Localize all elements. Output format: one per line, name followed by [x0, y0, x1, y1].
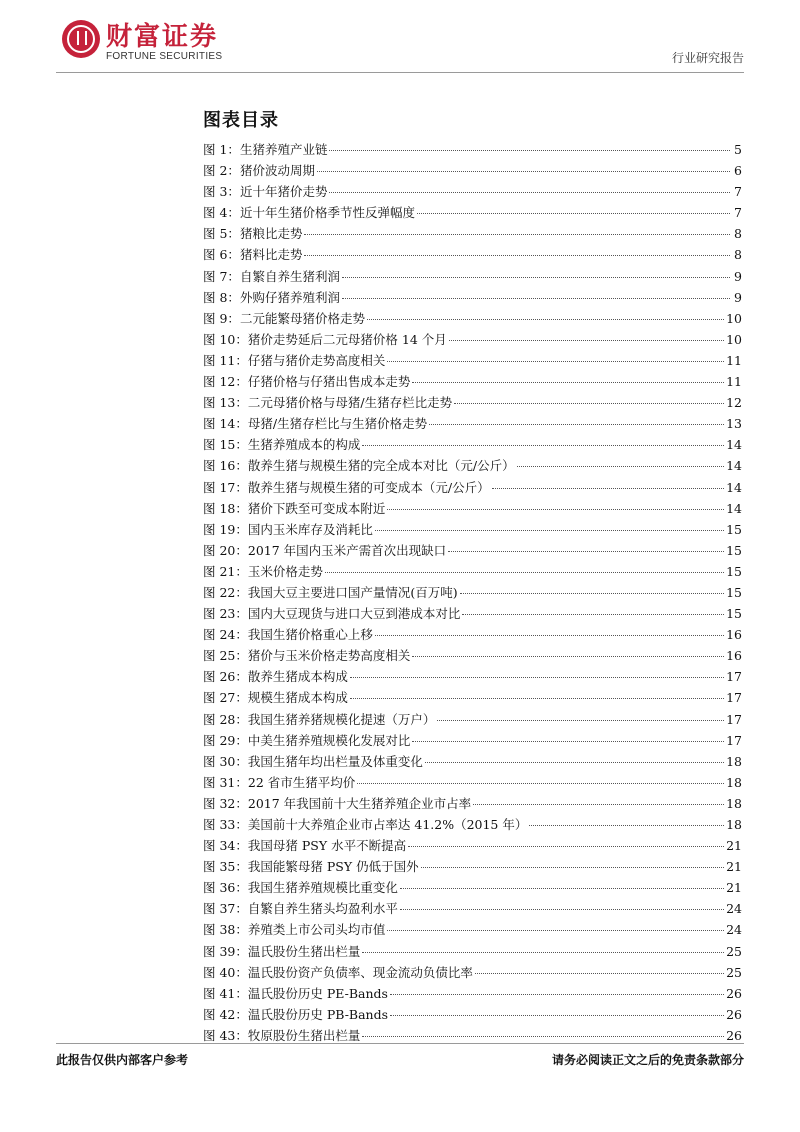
toc-dot-leader	[304, 234, 730, 235]
toc-dot-leader	[462, 614, 724, 615]
toc-entry[interactable]	[203, 709, 742, 730]
toc-entry-page[interactable]: 17	[726, 711, 742, 727]
toc-title: 图表目录	[203, 110, 279, 131]
toc-entry-title[interactable]: 猪价波动周期	[239, 163, 315, 179]
toc-entry-page[interactable]: 8	[734, 247, 742, 263]
toc-dot-leader	[529, 825, 724, 826]
toc-entry-title[interactable]: 牧原股份生猪出栏量	[247, 1027, 361, 1043]
toc-entry-page[interactable]: 10	[726, 310, 742, 326]
toc-entry[interactable]	[203, 434, 742, 455]
toc-entry[interactable]	[203, 730, 742, 751]
toc-entry[interactable]	[203, 962, 742, 983]
toc-entry-page[interactable]: 21	[726, 859, 742, 875]
toc-entry[interactable]	[203, 983, 742, 1004]
toc-entry-title[interactable]: 我国大豆主要进口国产量情况(百万吨)	[247, 584, 458, 600]
toc-entry-label: 图 42：	[203, 1006, 248, 1022]
toc-dot-leader	[429, 424, 724, 425]
toc-entry-title[interactable]: 规模生猪成本构成	[247, 690, 348, 706]
toc-dot-leader	[390, 994, 724, 995]
toc-entry-label: 图 32：	[203, 795, 248, 811]
toc-dot-leader	[449, 340, 724, 341]
toc-entry-page[interactable]: 17	[726, 669, 742, 685]
footer-disclaimer-right: 请务必阅读正文之后的免责条款部分	[551, 1053, 744, 1067]
toc-entry-page[interactable]: 24	[726, 901, 742, 917]
toc-entry[interactable]	[203, 603, 742, 624]
toc-entry-title[interactable]: 近十年生猪价格季节性反弹幅度	[239, 205, 415, 221]
toc-entry-page[interactable]: 14	[726, 437, 742, 453]
toc-entry-title[interactable]: 生猪养殖产业链	[239, 142, 328, 157]
toc-entry-label: 图 2：	[203, 163, 240, 179]
toc-entry-page[interactable]: 17	[726, 732, 742, 748]
toc-entry-title[interactable]: 猪价下跌至可变成本附近	[247, 500, 386, 516]
toc-dot-leader	[412, 741, 724, 742]
toc-entry[interactable]	[203, 1004, 742, 1025]
toc-entry-label: 图 23：	[203, 606, 248, 622]
toc-entry[interactable]	[203, 308, 742, 329]
toc-dot-leader	[412, 382, 724, 383]
toc-dot-leader	[362, 1036, 724, 1037]
toc-entry-page[interactable]: 5	[734, 142, 742, 157]
toc-entry-title[interactable]: 二元能繁母猪价格走势	[239, 310, 365, 326]
toc-entry-page[interactable]: 17	[726, 690, 742, 706]
toc-dot-leader	[417, 213, 730, 214]
toc-entry-page[interactable]: 11	[726, 374, 742, 390]
toc-entry-page[interactable]: 14	[726, 458, 742, 474]
toc-entry[interactable]	[203, 477, 742, 498]
toc-dot-leader	[375, 635, 724, 636]
toc-entry-label: 图 6：	[203, 247, 240, 263]
toc-entry[interactable]	[203, 202, 742, 223]
footer-disclaimer-left: 此报告仅供内部客户参考	[56, 1053, 189, 1067]
toc-entry-page[interactable]: 8	[734, 226, 742, 242]
toc-entry-label: 图 31：	[203, 774, 248, 790]
toc-dot-leader	[367, 319, 724, 320]
toc-entry-label: 图 39：	[203, 943, 248, 959]
toc-entry-title[interactable]: 我国生猪价格重心上移	[247, 627, 373, 643]
toc-entry-page[interactable]: 10	[726, 331, 742, 347]
toc-entry[interactable]	[203, 519, 742, 540]
toc-entry-page[interactable]: 12	[726, 395, 742, 411]
toc-entry-label: 图 43：	[203, 1027, 248, 1043]
toc-entry[interactable]	[203, 455, 742, 476]
toc-entry-label: 图 36：	[203, 880, 248, 896]
toc-entry[interactable]	[203, 582, 742, 603]
toc-entry[interactable]	[203, 329, 742, 350]
toc-dot-leader	[421, 867, 725, 868]
toc-dot-leader	[517, 466, 724, 467]
toc-entry-label: 图 35：	[203, 859, 248, 875]
toc-entry-title[interactable]: 猪价与玉米价格走势高度相关	[247, 648, 411, 664]
toc-entry[interactable]	[203, 392, 742, 413]
toc-entry-page[interactable]: 7	[734, 205, 742, 221]
toc-entry-title[interactable]: 温氏股份资产负债率、现金流动负债比率	[247, 964, 473, 980]
toc-entry-label: 图 9：	[203, 310, 240, 326]
toc-entry-label: 图 19：	[203, 521, 248, 537]
toc-entry-page[interactable]: 21	[726, 880, 742, 896]
toc-entry[interactable]	[203, 624, 742, 645]
toc-entry-page[interactable]: 11	[726, 352, 742, 368]
toc-entry-page[interactable]: 13	[726, 416, 742, 432]
toc-entry-page[interactable]: 7	[734, 184, 742, 200]
toc-entry-label: 图 27：	[203, 690, 248, 706]
toc-entry[interactable]	[203, 223, 742, 244]
toc-entry-label: 图 4：	[203, 205, 240, 221]
toc-dot-leader	[425, 762, 724, 763]
toc-dot-leader	[387, 509, 724, 510]
toc-entry-title[interactable]: 自繁自养生猪头均盈利水平	[247, 901, 398, 917]
toc-entry[interactable]	[203, 561, 742, 582]
toc-dot-leader	[448, 551, 724, 552]
toc-entry-page[interactable]: 26	[726, 985, 742, 1001]
toc-dot-leader	[357, 783, 724, 784]
toc-entry-label: 图 13：	[203, 395, 248, 411]
toc-dot-leader	[375, 530, 724, 531]
toc-entry-title[interactable]: 猪料比走势	[239, 247, 303, 263]
toc-entry[interactable]	[203, 793, 742, 814]
toc-entry-page[interactable]: 14	[726, 500, 742, 516]
toc-entry-label: 图 17：	[203, 479, 248, 495]
toc-entry[interactable]	[203, 919, 742, 940]
page-header	[0, 0, 800, 80]
toc-entry-title[interactable]: 温氏股份生猪出栏量	[247, 943, 361, 959]
report-type-label: 行业研究报告	[671, 51, 744, 65]
toc-entry-title[interactable]: 散养生猪与规模生猪的可变成本（元/公斤）	[247, 479, 490, 495]
toc-entry-title[interactable]: 我国生猪养殖规模比重变化	[247, 880, 398, 896]
toc-entry[interactable]	[203, 687, 742, 708]
toc-entry-title[interactable]: 外购仔猪养殖利润	[239, 289, 340, 305]
toc-entry[interactable]	[203, 751, 742, 772]
toc-dot-leader	[492, 488, 724, 489]
toc-entry-label: 图 7：	[203, 268, 240, 284]
toc-entry-label: 图 18：	[203, 500, 248, 516]
toc-dot-leader	[317, 171, 730, 172]
toc-dot-leader	[400, 888, 724, 889]
toc-entry-label: 图 26：	[203, 669, 248, 685]
company-name-en: FORTUNE SECURITIES	[106, 51, 223, 62]
toc-entry-title[interactable]: 生猪养殖成本的构成	[247, 437, 361, 453]
toc-dot-leader	[325, 572, 724, 573]
toc-dot-leader	[350, 698, 724, 699]
company-name-cn: 财富证券	[106, 22, 219, 52]
toc-entry-page[interactable]: 9	[734, 289, 742, 305]
toc-entry-label: 图 41：	[203, 985, 248, 1001]
toc-dot-leader	[329, 150, 730, 151]
toc-entry-title[interactable]: 散养生猪成本构成	[247, 669, 348, 685]
toc-entry-title[interactable]: 母猪/生猪存栏比与生猪价格走势	[247, 416, 428, 432]
toc-entry-label: 图 15：	[203, 437, 248, 453]
toc-entry-label: 图 21：	[203, 563, 248, 579]
toc-entry-label: 图 33：	[203, 817, 248, 832]
toc-entry-label: 图 34：	[203, 838, 248, 854]
toc-entry[interactable]	[203, 244, 742, 265]
toc-entry-title[interactable]: 我国母猪 PSY 水平不断提高	[247, 838, 407, 854]
toc-entry-title[interactable]: 2017 年国内玉米产需首次出现缺口	[247, 542, 447, 558]
toc-entry[interactable]	[203, 877, 742, 898]
toc-entry-label: 图 12：	[203, 374, 248, 390]
toc-dot-leader	[362, 952, 724, 953]
toc-entry[interactable]	[203, 645, 742, 666]
toc-dot-leader	[342, 298, 730, 299]
toc-entry[interactable]	[203, 898, 742, 919]
toc-entry[interactable]	[203, 540, 742, 561]
toc-dot-leader	[390, 1015, 724, 1016]
fortune-securities-logo-icon	[62, 20, 100, 58]
toc-entry-title[interactable]: 猪价走势延后二元母猪价格 14 个月	[247, 331, 447, 347]
toc-dot-leader	[387, 361, 724, 362]
toc-entry-title[interactable]: 温氏股份历史 PE-Bands	[247, 985, 388, 1001]
toc-entry-label: 图 14：	[203, 416, 248, 432]
toc-entry-page[interactable]: 25	[726, 943, 742, 959]
toc-dot-leader	[408, 846, 724, 847]
toc-entry-title[interactable]: 二元母猪价格与母猪/生猪存栏比走势	[247, 395, 453, 411]
toc-entry[interactable]	[203, 814, 742, 835]
toc-entry-page[interactable]: 15	[726, 563, 742, 579]
toc-dot-leader	[475, 973, 724, 974]
toc-entry[interactable]	[203, 666, 742, 687]
toc-entry-label: 图 16：	[203, 458, 248, 474]
toc-dot-leader	[329, 192, 730, 193]
toc-entry-title[interactable]: 自繁自养生猪利润	[239, 268, 340, 284]
toc-entry-page[interactable]: 26	[726, 1006, 742, 1022]
toc-entry[interactable]	[203, 856, 742, 877]
toc-entry-title[interactable]: 中美生猪养殖规模化发展对比	[247, 732, 411, 748]
toc-entry-label: 图 28：	[203, 711, 248, 727]
toc-list	[203, 139, 742, 1046]
toc-entry-title[interactable]: 散养生猪与规模生猪的完全成本对比（元/公斤）	[247, 458, 515, 474]
toc-entry-label: 图 11：	[203, 352, 248, 368]
toc-dot-leader	[454, 403, 724, 404]
toc-dot-leader	[412, 656, 724, 657]
toc-entry-label: 图 24：	[203, 627, 248, 643]
toc-entry[interactable]	[203, 160, 742, 181]
toc-entry-page[interactable]: 15	[726, 606, 742, 622]
toc-entry-page[interactable]: 16	[726, 648, 742, 664]
toc-entry-label: 图 5：	[203, 226, 240, 242]
toc-entry-page[interactable]: 24	[726, 922, 742, 938]
toc-entry[interactable]	[203, 350, 742, 371]
toc-entry-page[interactable]: 15	[726, 542, 742, 558]
footer-divider	[56, 1043, 744, 1044]
toc-entry-label: 图 3：	[203, 184, 240, 200]
toc-dot-leader	[362, 445, 724, 446]
toc-dot-leader	[350, 677, 724, 678]
toc-entry-title[interactable]: 仔猪与猪价走势高度相关	[247, 352, 386, 368]
toc-entry-page[interactable]: 26	[726, 1027, 742, 1043]
toc-dot-leader	[473, 804, 724, 805]
toc-entry[interactable]	[203, 835, 742, 856]
toc-entry-page[interactable]: 18	[726, 817, 742, 832]
toc-entry[interactable]	[203, 139, 742, 160]
toc-dot-leader	[387, 930, 724, 931]
toc-entry-page[interactable]: 18	[726, 795, 742, 811]
toc-entry-title[interactable]: 美国前十大养殖企业市占率达 41.2%（2015 年）	[247, 817, 528, 832]
toc-entry-label: 图 38：	[203, 922, 248, 938]
toc-entry-label: 图 1：	[203, 142, 240, 157]
toc-entry-page[interactable]: 15	[726, 521, 742, 537]
toc-dot-leader	[460, 593, 724, 594]
toc-entry-label: 图 8：	[203, 289, 240, 305]
toc-entry-label: 图 22：	[203, 584, 248, 600]
toc-entry-title[interactable]: 国内大豆现货与进口大豆到港成本对比	[247, 606, 461, 622]
toc-entry-label: 图 25：	[203, 648, 248, 664]
toc-entry[interactable]	[203, 772, 742, 793]
toc-entry[interactable]	[203, 413, 742, 434]
toc-dot-leader	[400, 909, 724, 910]
toc-entry[interactable]	[203, 371, 742, 392]
toc-entry-label: 图 10：	[203, 331, 248, 347]
toc-entry[interactable]	[203, 266, 742, 287]
toc-entry-title[interactable]: 22 省市生猪平均价	[247, 774, 356, 790]
toc-entry-title[interactable]: 玉米价格走势	[247, 563, 323, 579]
toc-entry[interactable]	[203, 941, 742, 962]
toc-entry-page[interactable]: 18	[726, 753, 742, 769]
toc-entry-label: 图 40：	[203, 964, 248, 980]
toc-entry-label: 图 30：	[203, 753, 248, 769]
toc-entry-label: 图 29：	[203, 732, 248, 748]
toc-entry-page[interactable]: 9	[734, 268, 742, 284]
toc-entry-title[interactable]: 猪粮比走势	[239, 226, 303, 242]
toc-entry-page[interactable]: 21	[726, 838, 742, 854]
toc-entry-page[interactable]: 14	[726, 479, 742, 495]
toc-entry[interactable]	[203, 498, 742, 519]
toc-dot-leader	[304, 255, 730, 256]
toc-entry-title[interactable]: 我国生猪年均出栏量及体重变化	[247, 753, 423, 769]
toc-entry-page[interactable]: 6	[734, 163, 742, 179]
toc-entry-page[interactable]: 18	[726, 774, 742, 790]
toc-entry-title[interactable]: 2017 年我国前十大生猪养殖企业市占率	[247, 795, 472, 811]
toc-entry[interactable]	[203, 287, 742, 308]
toc-entry-label: 图 37：	[203, 901, 248, 917]
toc-entry-title[interactable]: 仔猪价格与仔猪出售成本走势	[247, 374, 411, 390]
toc-entry-title[interactable]: 国内玉米库存及消耗比	[247, 521, 373, 537]
toc-dot-leader	[437, 720, 724, 721]
toc-entry-page[interactable]: 25	[726, 964, 742, 980]
toc-entry-page[interactable]: 15	[726, 584, 742, 600]
toc-entry-page[interactable]: 16	[726, 627, 742, 643]
toc-entry-title[interactable]: 我国生猪养猪规模化提速（万户）	[247, 711, 436, 727]
toc-dot-leader	[342, 277, 730, 278]
toc-entry-title[interactable]: 近十年猪价走势	[239, 184, 328, 200]
header-divider	[56, 72, 744, 73]
toc-entry-title[interactable]: 养殖类上市公司头均市值	[247, 922, 386, 938]
toc-entry-title[interactable]: 我国能繁母猪 PSY 仍低于国外	[247, 859, 419, 875]
toc-entry-label: 图 20：	[203, 542, 248, 558]
toc-entry-title[interactable]: 温氏股份历史 PB-Bands	[247, 1006, 389, 1022]
toc-entry[interactable]	[203, 181, 742, 202]
